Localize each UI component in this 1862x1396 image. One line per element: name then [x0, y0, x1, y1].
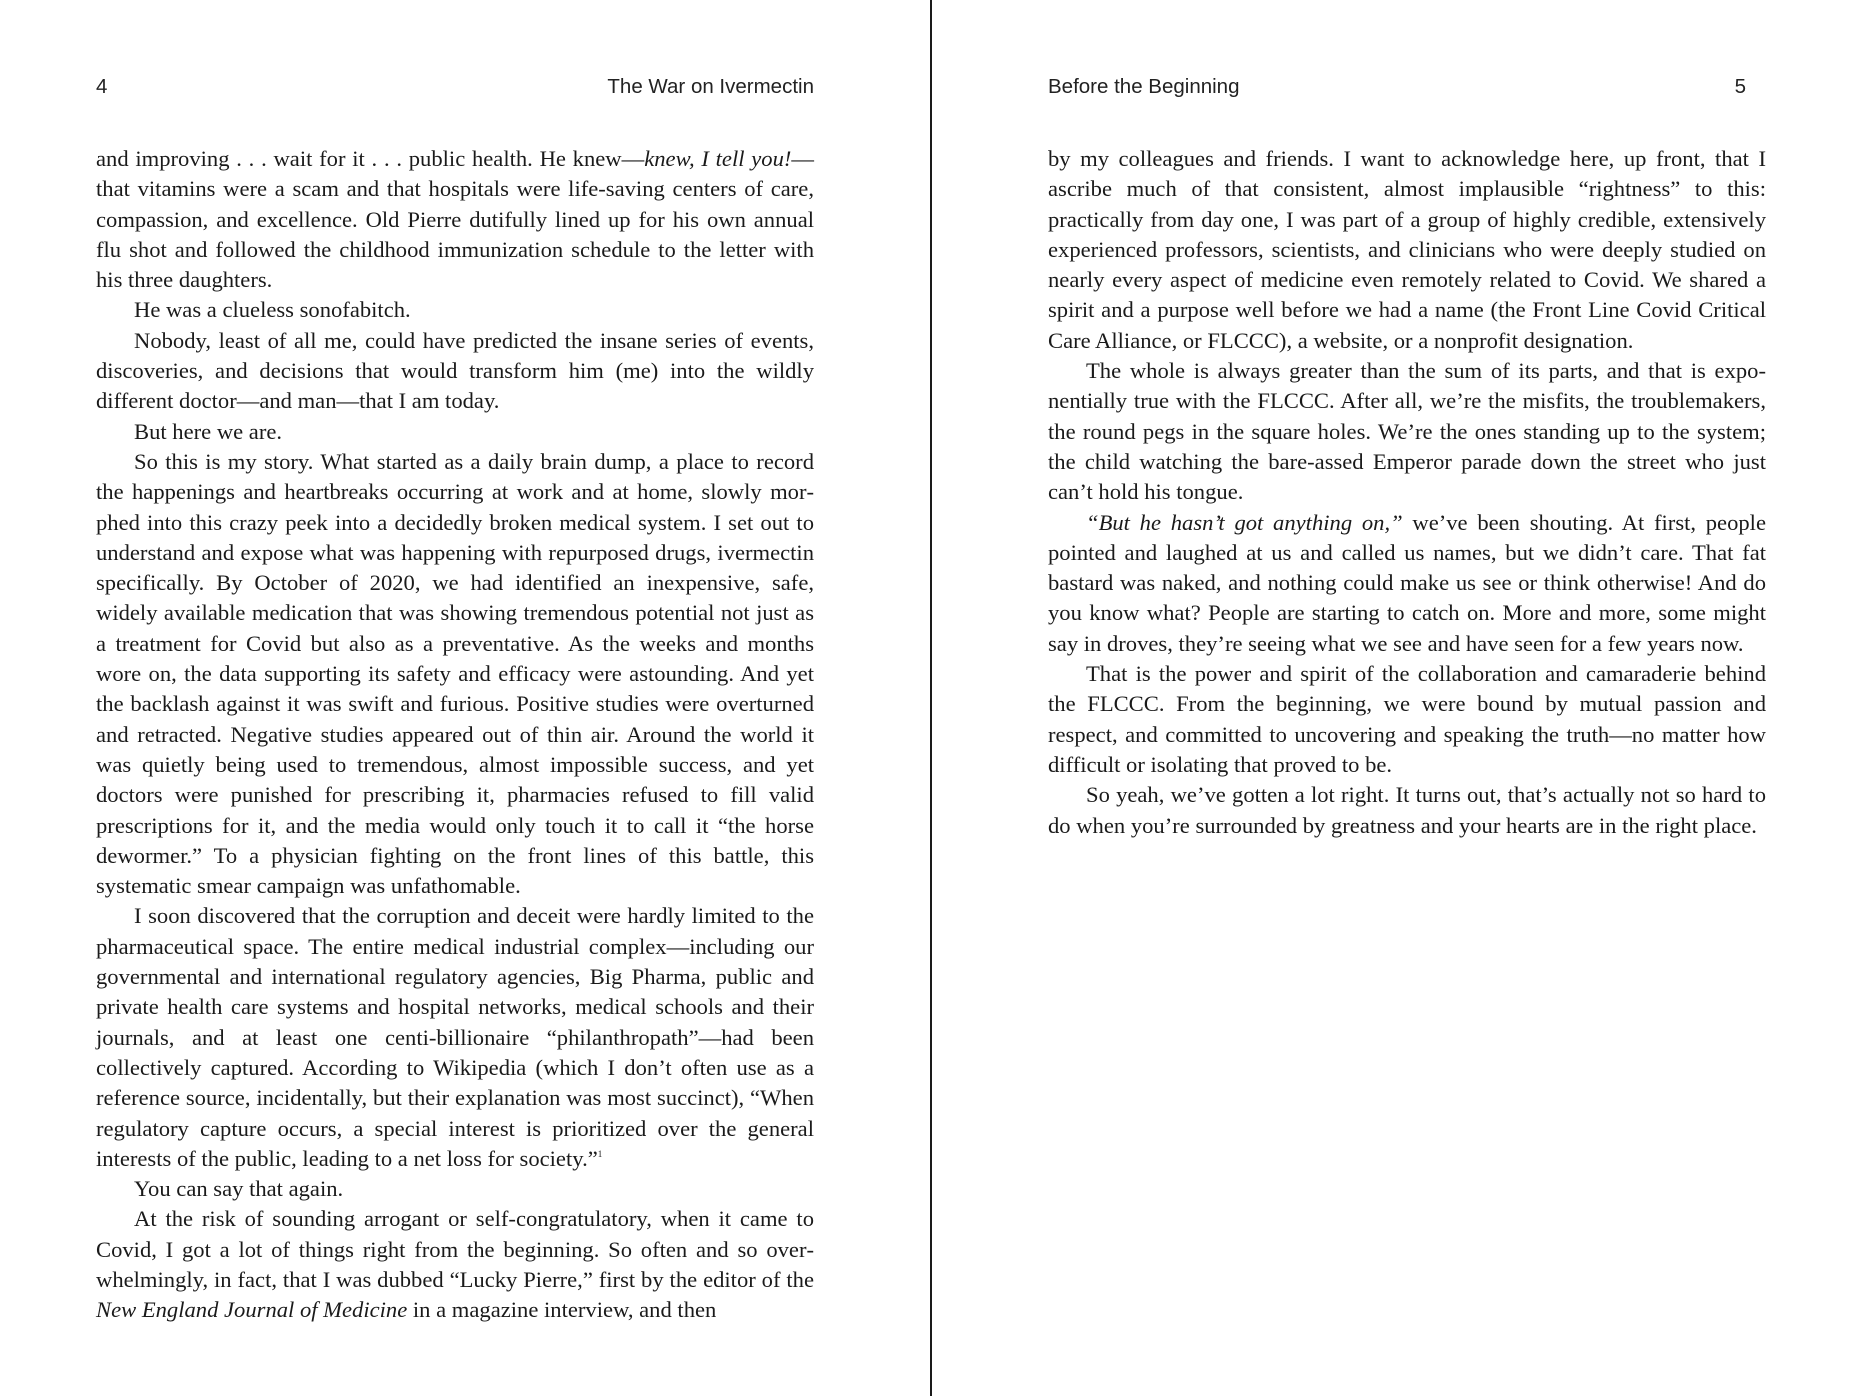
text-run: by my colleagues and friends. I want to acknowledge here, up front, that I ascribe much of that consistent, almost implausible “rightness” to this: practically from day one, I was part of a group of highly credible, extensively experienced professors, scientists, and clinicians who were deeply studied on nearly every aspect of medicine even remotely related to Covid. We shared a spirit and a purpose well before we had a name (the Front Line Covid Critical Care Alliance, or FLCCC), a website, or a nonprofit designation.	[1048, 146, 1766, 353]
paragraph	[1048, 144, 1766, 356]
text-run: I soon discovered that the corruption and deceit were hardly limited to the pharmaceutical space. The entire medical industrial complex—including our governmental and international regulatory agencies, Big Pharma, public and private health care systems and hospital networks, medical schools and their journals, and at least one centi-billionaire “philanthropath”—had been collectively captured. According to Wikipedia (which I don’t often use as a reference source, incidentally, but their explanation was most succinct), “When regulatory capture occurs, a special interest is prioritized over the general interests of the public, leading to a net loss for society.”	[96, 903, 814, 1171]
paragraph	[96, 417, 814, 447]
paragraph	[96, 1204, 814, 1325]
right-page	[932, 0, 1862, 1396]
text-run: At the risk of sounding arrogant or self-congratulatory, when it came to Covid, I got a lot of things right from the beginning. So often and so overwhelmingly, in fact, that I was dubbed “Lucky Pierre,” first by the editor of the	[96, 1206, 814, 1292]
paragraph	[96, 295, 814, 325]
text-run: So yeah, we’ve gotten a lot right. It turns out, that’s actually not so hard to do when you’re surrounded by greatness and your hearts are in the right place.	[1048, 782, 1766, 838]
text-run: Nobody, least of all me, could have predicted the insane series of events, discoveries, and decisions that would transform him (me) into the wildly different doctor—and man—that I am today.	[96, 327, 814, 414]
paragraph	[96, 326, 814, 417]
left-page	[0, 0, 930, 1396]
italic-text: knew, I tell you!	[644, 146, 792, 171]
paragraph	[1048, 508, 1766, 659]
paragraph	[96, 447, 814, 901]
text-run: in a magazine interview, and then	[407, 1297, 717, 1323]
paragraph	[1048, 659, 1766, 780]
paragraph	[96, 1174, 814, 1204]
running-head: The War on Ivermectin	[607, 75, 814, 98]
paragraph	[96, 144, 814, 295]
paragraph	[1048, 780, 1766, 841]
body-text	[1048, 144, 1766, 841]
text-run: we’ve been shouting. At first, people pointed and laughed at us and called us names, but we didn’t care. That fat bastard was naked, and nothing could make us see or think otherwise! And do you know what? People are starting to catch on. More and more, some might say in droves, they’re seeing what we see and have seen for a few years now.	[1048, 509, 1766, 656]
paragraph	[96, 901, 814, 1174]
page-number: 5	[1734, 75, 1746, 98]
text-run: He was a clueless sonofabitch.	[134, 297, 411, 323]
italic-text: New England Journal of Medicine	[96, 1297, 408, 1323]
italic-text: “But he hasn’t got anything on,”	[1086, 509, 1403, 535]
running-head: Before the Beginning	[1048, 75, 1240, 98]
footnote-marker[interactable]: 1	[597, 1148, 603, 1159]
text-run: That is the power and spirit of the collaboration and camaraderie behind the FLCCC. From the beginning, we were bound by mutual passion and respect, and committed to uncovering and speaking the truth—no matter how difficult or isolating that proved to be.	[1048, 661, 1766, 777]
text-run: So this is my story. What started as a daily brain dump, a place to record the happenings and heartbreaks occurring at work and at home, slowly morphed into this crazy peek into a decidedly broken medical system. I set out to understand and expose what was happening with repurposed drugs, ivermectin specifically. By October of 2020, we had identified an inexpensive, safe, widely available medication that was showing tremendous potential not just as a treatment for Covid but also as a preventative. As the weeks and months wore on, the data supporting its safety and efficacy were astounding. And yet the backlash against it was swift and furious. Positive studies were overturned and retracted. Negative studies appeared out of thin air. Around the world it was quietly being used to tremendous, almost impossible success, and yet doctors were punished for prescribing it, pharmacies refused to fill valid prescriptions for it, and the media would only touch it to call it “the horse dewormer.” To a physician fighting on the front lines of this battle, this systematic smear campaign was unfathomable.	[96, 448, 814, 899]
text-run: —that vitamins were a scam and that hospitals were life-saving centers of care, compassion, and excellence. Old Pierre dutifully lined up for his own annual flu shot and followed the childhood immunization schedule to the letter with his three daughters.	[96, 146, 814, 293]
text-run: You can say that again.	[134, 1176, 344, 1202]
page-number: 4	[96, 75, 108, 98]
text-run: The whole is always greater than the sum of its parts, and that is exponentially true with the FLCCC. After all, we’re the misfits, the troublemakers, the round pegs in the square holes. We’re the ones standing up to the system; the child watching the bare-assed Emperor parade down the street who just can’t hold his tongue.	[1048, 358, 1766, 505]
text-run: But here we are.	[134, 418, 283, 444]
body-text	[96, 144, 814, 1326]
text-run: and improving . . . wait for it . . . public health. He knew—	[96, 146, 645, 171]
paragraph	[1048, 356, 1766, 507]
